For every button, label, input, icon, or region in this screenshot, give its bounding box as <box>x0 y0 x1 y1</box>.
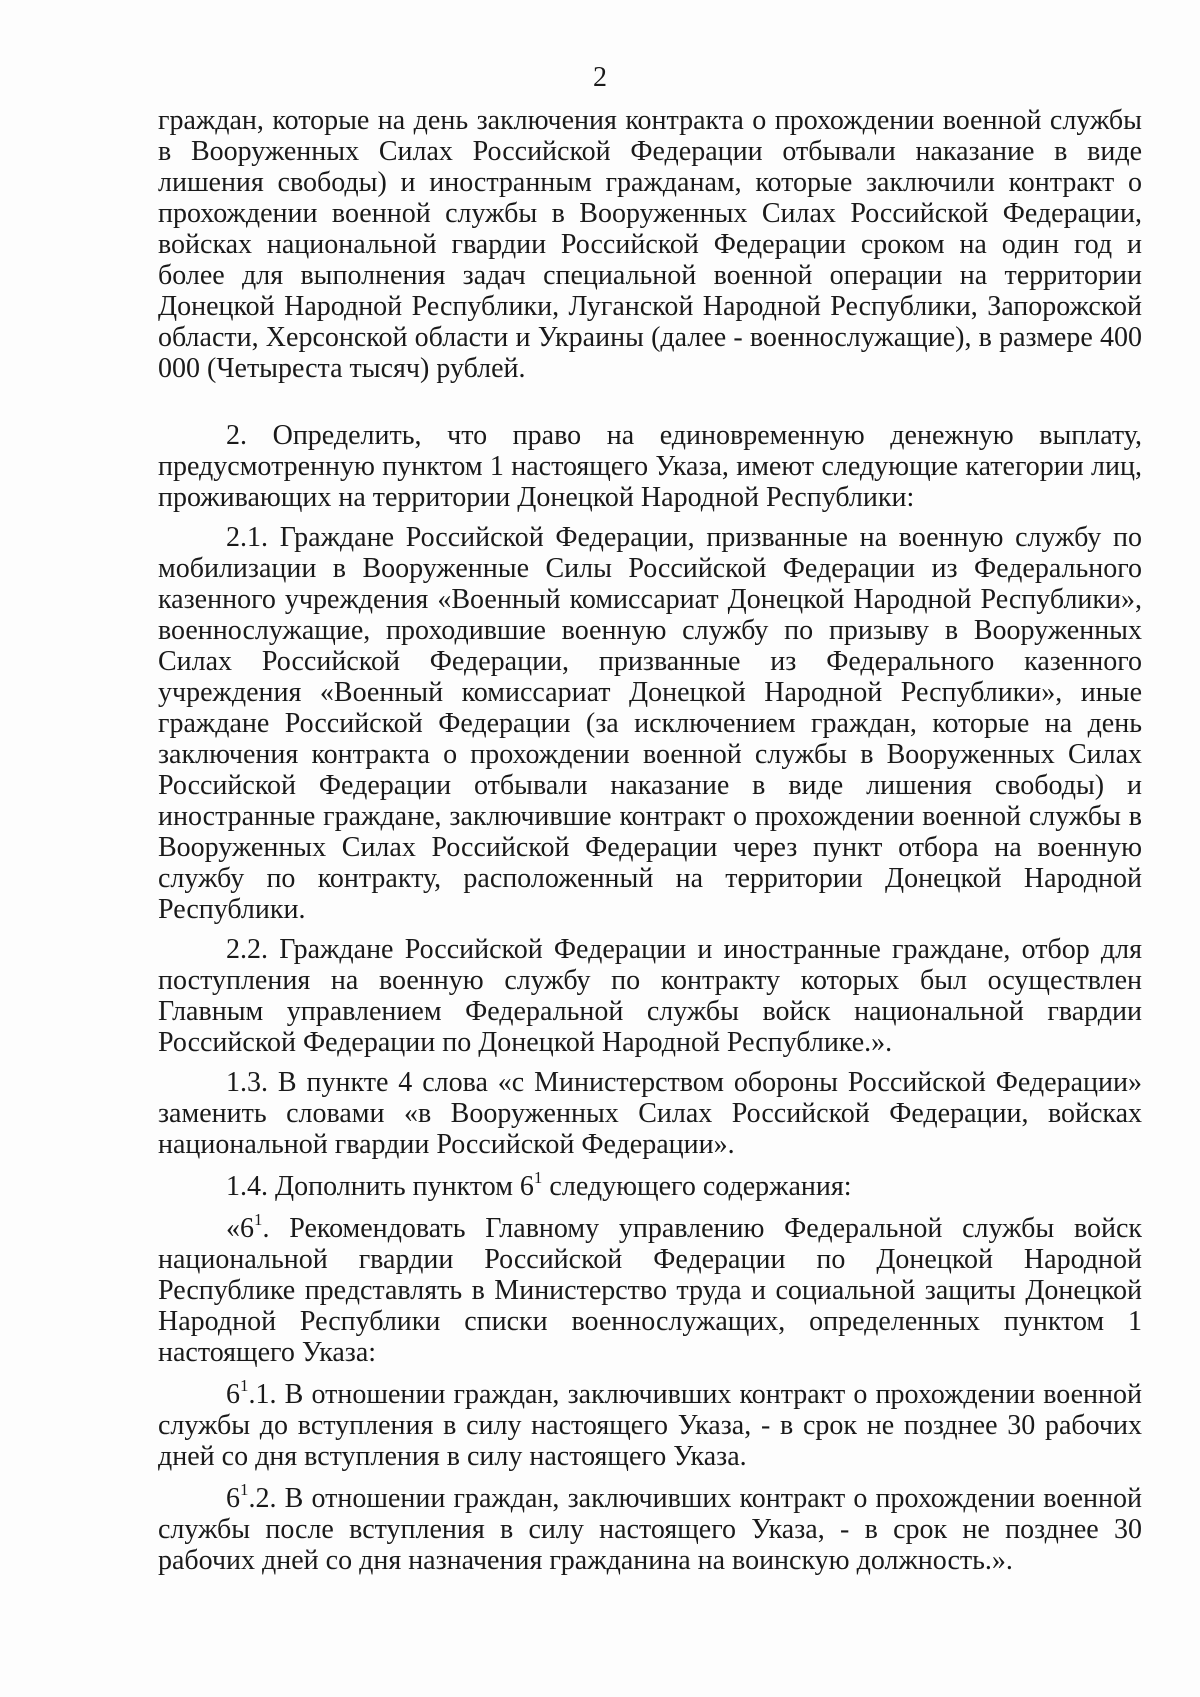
paragraph-1-3: 1.3. В пункте 4 слова «с Министерством обороны Российской Федерации» заменить словами «в Вооруженных Силах Российской Федерации, войсках национальной гвардии Российской Федерации». <box>158 1067 1142 1160</box>
paragraph-6-1-2-text: .2. В отношении граждан, заключивших контракт о прохождении военной службы после вступления в силу настоящего Указа, - в срок не позднее 30 рабочих дней со дня назначения гражданина на воинскую должность.». <box>158 1483 1142 1576</box>
paragraph-6-1-2-start: 6 <box>226 1483 240 1514</box>
paragraph-1-4-text: 1.4. Дополнить пунктом 6 <box>226 1171 534 1202</box>
superscript-marker: 1 <box>254 1209 263 1229</box>
paragraph-1-4 <box>158 1167 1142 1202</box>
paragraph-6-1-1-start: 6 <box>226 1379 240 1410</box>
page-number: 2 <box>593 62 607 93</box>
paragraph-2: 2. Определить, что право на единовременную денежную выплату, предусмотренную пунктом 1 настоящего Указа, имеют следующие категории лиц, проживающих на территории Донецкой Народной Республики: <box>158 420 1142 513</box>
document-body <box>158 105 1142 1576</box>
paragraph-2-1: 2.1. Граждане Российской Федерации, призванные на военную службу по мобилизации в Вооруженные Силы Российской Федерации из Федерального казенного учреждения «Военный комиссариат Донецкой Народной Республики», военнослужащие, проходившие военную службу по призыву в Вооруженных Силах Российской Федерации, призванные из Федерального казенного учреждения «Военный комиссариат Донецкой Народной Республики», иные граждане Российской Федерации (за исключением граждан, которые на день заключения контракта о прохождении военной службы в Вооруженных Силах Российской Федерации отбывали наказание в виде лишения свободы) и иностранные граждане, заключившие контракт о прохождении военной службы в Вооруженных Силах Российской Федерации через пункт отбора на военную службу по контракту, расположенный на территории Донецкой Народной Республики. <box>158 522 1142 925</box>
paragraph-2-2: 2.2. Граждане Российской Федерации и иностранные граждане, отбор для поступления на военную службу по контракту которых был осуществлен Главным управлением Федеральной службы войск национальной гвардии Российской Федерации по Донецкой Народной Республике.». <box>158 934 1142 1058</box>
paragraph-6-1-2 <box>158 1479 1142 1576</box>
paragraph-6-1-1 <box>158 1375 1142 1472</box>
paragraph-6-1-1-text: .1. В отношении граждан, заключивших контракт о прохождении военной службы до вступления в силу настоящего Указа, - в срок не позднее 30 рабочих дней со дня вступления в силу настоящего Указа. <box>158 1379 1142 1472</box>
paragraph-continuation: граждан, которые на день заключения контракта о прохождении военной службы в Вооруженных Силах Российской Федерации отбывали наказание в виде лишения свободы) и иностранным гражданам, которые заключили контракт о прохождении военной службы в Вооруженных Силах Российской Федерации, войсках национальной гвардии Российской Федерации сроком на один год и более для выполнения задач специальной военной операции на территории Донецкой Народной Республики, Луганской Народной Республики, Запорожской области, Херсонской области и Украины (далее - военнослужащие), в размере 400 000 (Четыреста тысяч) рублей. <box>158 105 1142 384</box>
superscript-marker: 1 <box>240 1479 249 1499</box>
paragraph-6-1-intro-text: . Рекомендовать Главному управлению Федеральной службы войск национальной гвардии Российской Федерации по Донецкой Народной Республике представлять в Министерство труда и социальной защиты Донецкой Народной Республики списки военнослужащих, определенных пунктом 1 настоящего Указа: <box>158 1213 1142 1368</box>
superscript-marker: 1 <box>240 1375 249 1395</box>
paragraph-1-4-text-end: следующего содержания: <box>542 1171 852 1202</box>
paragraph-6-1-intro <box>158 1209 1142 1368</box>
superscript-marker: 1 <box>533 1167 543 1187</box>
paragraph-6-1-intro-start: «6 <box>226 1213 254 1244</box>
